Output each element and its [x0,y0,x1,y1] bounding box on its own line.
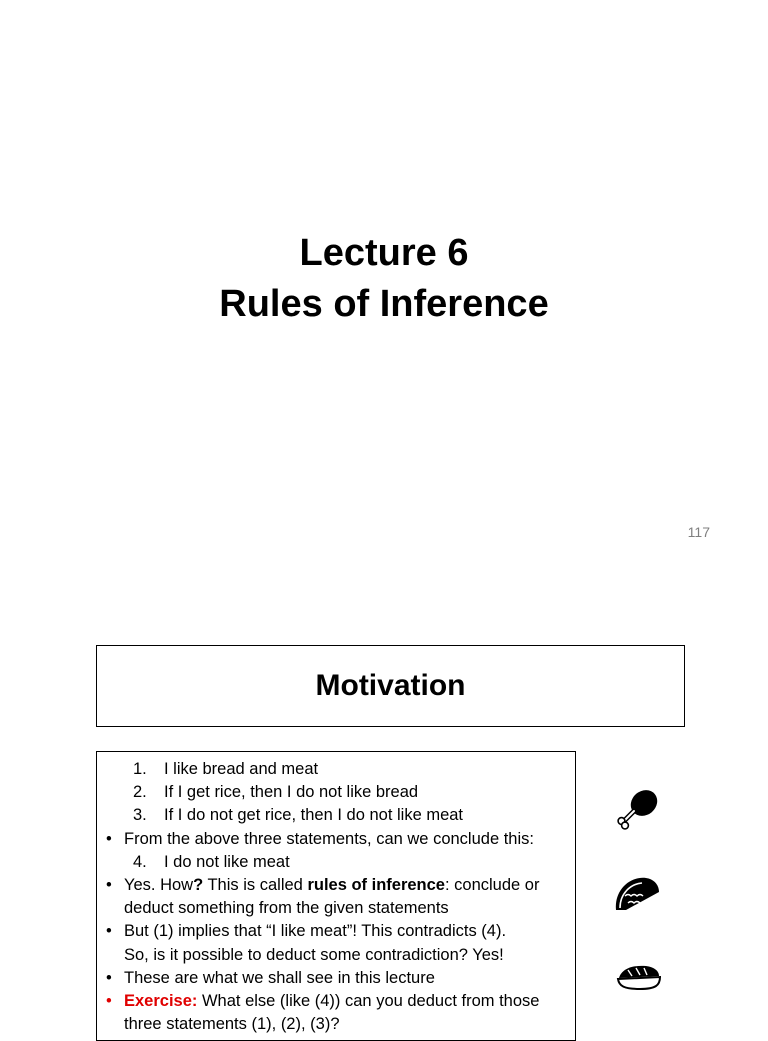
exercise-text: What else (like (4)) can you deduct from those [197,992,540,1011]
bullet-text-part: Yes. How [124,876,194,895]
bullet-text [97,992,539,1010]
item-text: I do not like meat [164,852,290,871]
meat-drumstick-icon [614,786,662,832]
numbered-item-2 [97,781,575,804]
bullet-item-3-continuation: So, is it possible to deduct some contradiction? Yes! [124,945,504,964]
bullet-icon: • [106,829,112,848]
bullet-text-part: This is called [203,876,308,895]
bullet-item-2-continuation: deduct something from the given statements [124,899,449,918]
bullet-text: From the above three statements, can we conclude this: [124,829,534,848]
numbered-item-3 [97,804,575,827]
bullet-item-3 [97,920,575,943]
slide-title [0,228,768,330]
bullet-item-5-continuation: three statements (1), (2), (3)? [124,1015,340,1034]
question-mark: ? [193,876,204,895]
numbered-item-1 [97,758,575,781]
bullet-icon: • [106,922,112,941]
item-number: 3. [133,806,147,825]
bullet-text-part: : conclude or [444,876,540,895]
exercise-label: Exercise: [124,992,198,1011]
bullet-icon: • [106,992,112,1011]
item-text: If I do not get rice, then I do not like meat [164,806,464,825]
item-number: 2. [133,783,147,802]
item-text: If I get rice, then I do not like bread [164,783,419,802]
title-line-1: Lecture 6 [299,232,469,274]
bullet-text: These are what we shall see in this lecture [124,968,435,987]
bullet-item-5 [97,990,575,1013]
bullet-item-4 [97,967,575,990]
numbered-item-4 [97,851,575,874]
content-box [96,751,576,1041]
item-text: I like bread and meat [164,760,319,778]
rules-of-inference-term: rules of inference [307,876,445,895]
bullet-text: But (1) implies that “I like meat”! This contradicts (4). [124,922,507,941]
sushi-icon [616,962,662,992]
bullet-text [97,876,539,894]
item-number: 4. [133,852,147,871]
taco-icon [612,872,662,914]
motivation-slide [0,576,768,1034]
bullet-icon: • [106,876,112,895]
slide-heading: Motivation [315,669,466,702]
title-line-2: Rules of Inference [219,283,549,325]
page-number: 117 [687,524,710,540]
bullet-item-2 [97,874,575,897]
bullet-item-1 [97,828,575,851]
heading-box [96,645,685,727]
bullet-icon: • [106,968,112,987]
item-number: 1. [133,760,147,778]
